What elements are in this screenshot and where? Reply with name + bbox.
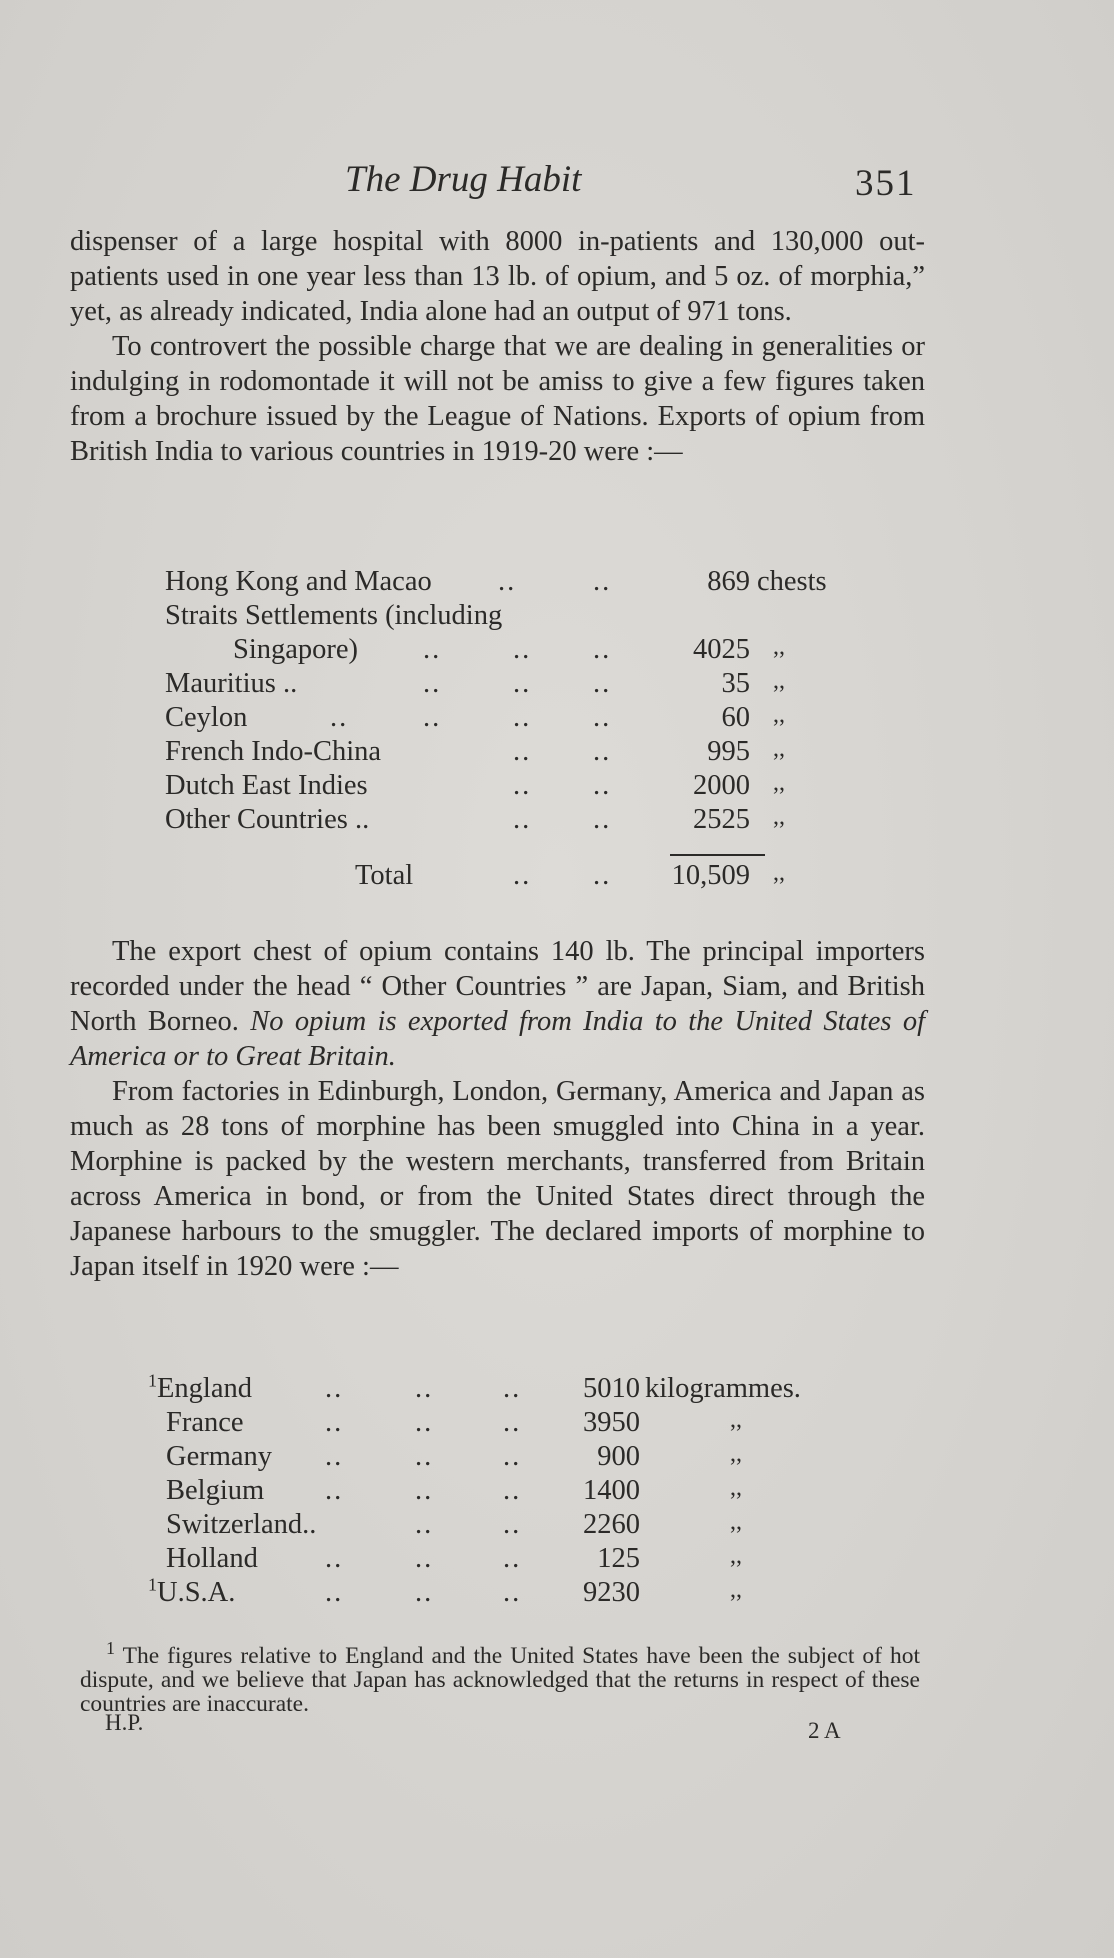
leader-dots: .. xyxy=(498,566,517,597)
leader-dots: .. xyxy=(415,1407,434,1438)
paragraph-morphine: From factories in Edinburgh, London, Germany, America and Japan as much as 28 tons of morphine has been smuggled into China in a year. Morphine is packed by the western merchants, transferred from Britain across America in bond, or from the United States direct through the Japanese harbours to the smuggler. The declared imports of morphine to Japan itself in 1920 were :— xyxy=(70,1076,925,1282)
leader-dots: .. xyxy=(423,668,442,699)
row-unit: kilogrammes. xyxy=(645,1373,801,1404)
ditto-mark: ,, xyxy=(773,736,785,762)
total-row xyxy=(165,860,865,894)
table-row xyxy=(148,1441,868,1475)
printer-mark-left: H.P. xyxy=(105,1710,144,1735)
row-value: 900 xyxy=(597,1441,640,1472)
leader-dots: .. xyxy=(325,1373,344,1404)
ditto-mark: ,, xyxy=(730,1577,742,1603)
table-row xyxy=(148,1543,868,1577)
ditto-mark: ,, xyxy=(773,702,785,728)
leader-dots: .. xyxy=(330,702,349,733)
leader-dots: .. xyxy=(415,1577,434,1608)
leader-dots: .. xyxy=(593,566,612,597)
table-row xyxy=(165,736,865,770)
leader-dots: .. xyxy=(593,860,612,891)
leader-dots: .. xyxy=(325,1577,344,1608)
row-label: Singapore) xyxy=(233,634,359,665)
ditto-mark: ,, xyxy=(730,1543,742,1569)
table-row xyxy=(165,804,865,838)
table-row xyxy=(148,1407,868,1441)
footnote-marker: 1 xyxy=(106,1638,115,1659)
row-label: Ceylon xyxy=(165,702,248,733)
leader-dots: .. xyxy=(415,1543,434,1574)
table-row xyxy=(165,634,865,668)
leader-dots: .. xyxy=(503,1441,522,1472)
footnote-marker: 1 xyxy=(148,1370,157,1391)
leader-dots: .. xyxy=(593,804,612,835)
row-value: 1400 xyxy=(583,1475,640,1506)
paragraph-block-2 xyxy=(70,934,925,1284)
row-value: 869 xyxy=(707,566,750,597)
signature-mark: 2 A xyxy=(808,1718,841,1743)
running-title: The Drug Habit xyxy=(345,159,582,200)
row-value: 35 xyxy=(721,668,750,699)
table-row xyxy=(165,770,865,804)
row-value: 5010 xyxy=(583,1373,640,1404)
footnote-marker: 1 xyxy=(148,1574,157,1595)
row-value: 4025 xyxy=(693,634,750,665)
leader-dots: .. xyxy=(593,770,612,801)
leader-dots: .. xyxy=(513,860,532,891)
ditto-mark: ,, xyxy=(730,1407,742,1433)
leader-dots: .. xyxy=(503,1577,522,1608)
row-value: 125 xyxy=(597,1543,640,1574)
row-label xyxy=(148,1370,252,1405)
row-label: Straits Settlements (including xyxy=(165,600,503,631)
table-row xyxy=(165,702,865,736)
leader-dots: .. xyxy=(593,668,612,699)
footnote-text xyxy=(80,1638,920,1717)
leader-dots: .. xyxy=(503,1475,522,1506)
paragraph-export-chest xyxy=(70,934,925,1074)
leader-dots: .. xyxy=(513,770,532,801)
leader-dots: .. xyxy=(503,1407,522,1438)
table-row xyxy=(148,1370,868,1407)
paragraph-text: The export chest of opium contains 140 lb. The principal importers recorded under the head “ Other Countries ” are Japan, Siam, and British North Borneo. xyxy=(70,936,925,1037)
row-value: 9230 xyxy=(583,1577,640,1608)
leader-dots: .. xyxy=(503,1543,522,1574)
table-row xyxy=(148,1574,868,1611)
row-value: 3950 xyxy=(583,1407,640,1438)
leader-dots: .. xyxy=(325,1543,344,1574)
row-unit: chests xyxy=(757,566,827,597)
leader-dots: .. xyxy=(415,1441,434,1472)
page-header xyxy=(0,152,1114,212)
ditto-mark: ,, xyxy=(773,860,785,886)
row-label: Other Countries .. xyxy=(165,804,370,835)
row-label: Mauritius .. xyxy=(165,668,298,699)
leader-dots: .. xyxy=(325,1475,344,1506)
row-label: Germany xyxy=(166,1441,273,1472)
footnote-body: The figures relative to England and the United States have been the subject of hot dispute, and we believe that Japan has acknowledged that the returns in respect of these countries are inaccurate. xyxy=(80,1643,920,1717)
leader-dots: .. xyxy=(513,668,532,699)
leader-dots: .. xyxy=(593,634,612,665)
leader-dots: .. xyxy=(513,736,532,767)
morphine-import-table xyxy=(148,1370,868,1611)
leader-dots: .. xyxy=(325,1407,344,1438)
row-value: 2000 xyxy=(693,770,750,801)
footnote xyxy=(80,1638,920,1717)
table-row xyxy=(165,668,865,702)
leader-dots: .. xyxy=(415,1373,434,1404)
paragraph-block-1 xyxy=(70,224,925,469)
total-rule xyxy=(670,854,765,856)
leader-dots: .. xyxy=(423,634,442,665)
row-label-text: U.S.A. xyxy=(157,1577,236,1608)
leader-dots: .. xyxy=(423,702,442,733)
total-value: 10,509 xyxy=(671,860,750,891)
ditto-mark: ,, xyxy=(773,770,785,796)
paragraph-continuation: dispenser of a large hospital with 8000 in-patients and 130,000 out-patients used in one year less than 13 lb. of opium, and 5 oz. of morphia,” yet, as already indicated, India alone had an output of 971 tons. xyxy=(70,226,925,327)
row-label xyxy=(148,1574,236,1609)
row-label: Belgium xyxy=(166,1475,265,1506)
opium-export-table xyxy=(165,566,865,894)
ditto-mark: ,, xyxy=(730,1475,742,1501)
page-number: 351 xyxy=(855,163,917,204)
row-label: Holland xyxy=(166,1543,258,1574)
ditto-mark: ,, xyxy=(730,1441,742,1467)
ditto-mark: ,, xyxy=(773,668,785,694)
row-value: 2260 xyxy=(583,1509,640,1540)
leader-dots: .. xyxy=(415,1475,434,1506)
total-label: Total xyxy=(355,860,414,891)
row-label: France xyxy=(166,1407,244,1438)
leader-dots: .. xyxy=(503,1373,522,1404)
leader-dots: .. xyxy=(513,804,532,835)
table-row xyxy=(165,600,865,634)
row-label-text: England xyxy=(157,1373,252,1404)
row-value: 995 xyxy=(707,736,750,767)
leader-dots: .. xyxy=(513,702,532,733)
ditto-mark: ,, xyxy=(773,804,785,830)
row-value: 60 xyxy=(721,702,750,733)
row-label: Switzerland.. xyxy=(166,1509,317,1540)
paragraph-league-of-nations: To controvert the possible charge that we are dealing in generalities or indulging in rodomontade it will not be amiss to give a few figures taken from a brochure issued by the League of Nations. Exports of opium from British India to various countries in 1919-20 were :— xyxy=(70,331,925,467)
leader-dots: .. xyxy=(513,634,532,665)
ditto-mark: ,, xyxy=(730,1509,742,1535)
row-label: Hong Kong and Macao xyxy=(165,566,432,597)
leader-dots: .. xyxy=(593,702,612,733)
table-row xyxy=(165,566,865,600)
table-row xyxy=(148,1475,868,1509)
row-label: Dutch East Indies xyxy=(165,770,368,801)
table-row xyxy=(148,1509,868,1543)
row-value: 2525 xyxy=(693,804,750,835)
leader-dots: .. xyxy=(503,1509,522,1540)
italic-emphasis: No opium is exported from India to the United States of America or to Great Britain. xyxy=(70,1006,926,1072)
leader-dots: .. xyxy=(325,1441,344,1472)
leader-dots: .. xyxy=(593,736,612,767)
leader-dots: .. xyxy=(415,1509,434,1540)
ditto-mark: ,, xyxy=(773,634,785,660)
row-label: French Indo-China xyxy=(165,736,382,767)
